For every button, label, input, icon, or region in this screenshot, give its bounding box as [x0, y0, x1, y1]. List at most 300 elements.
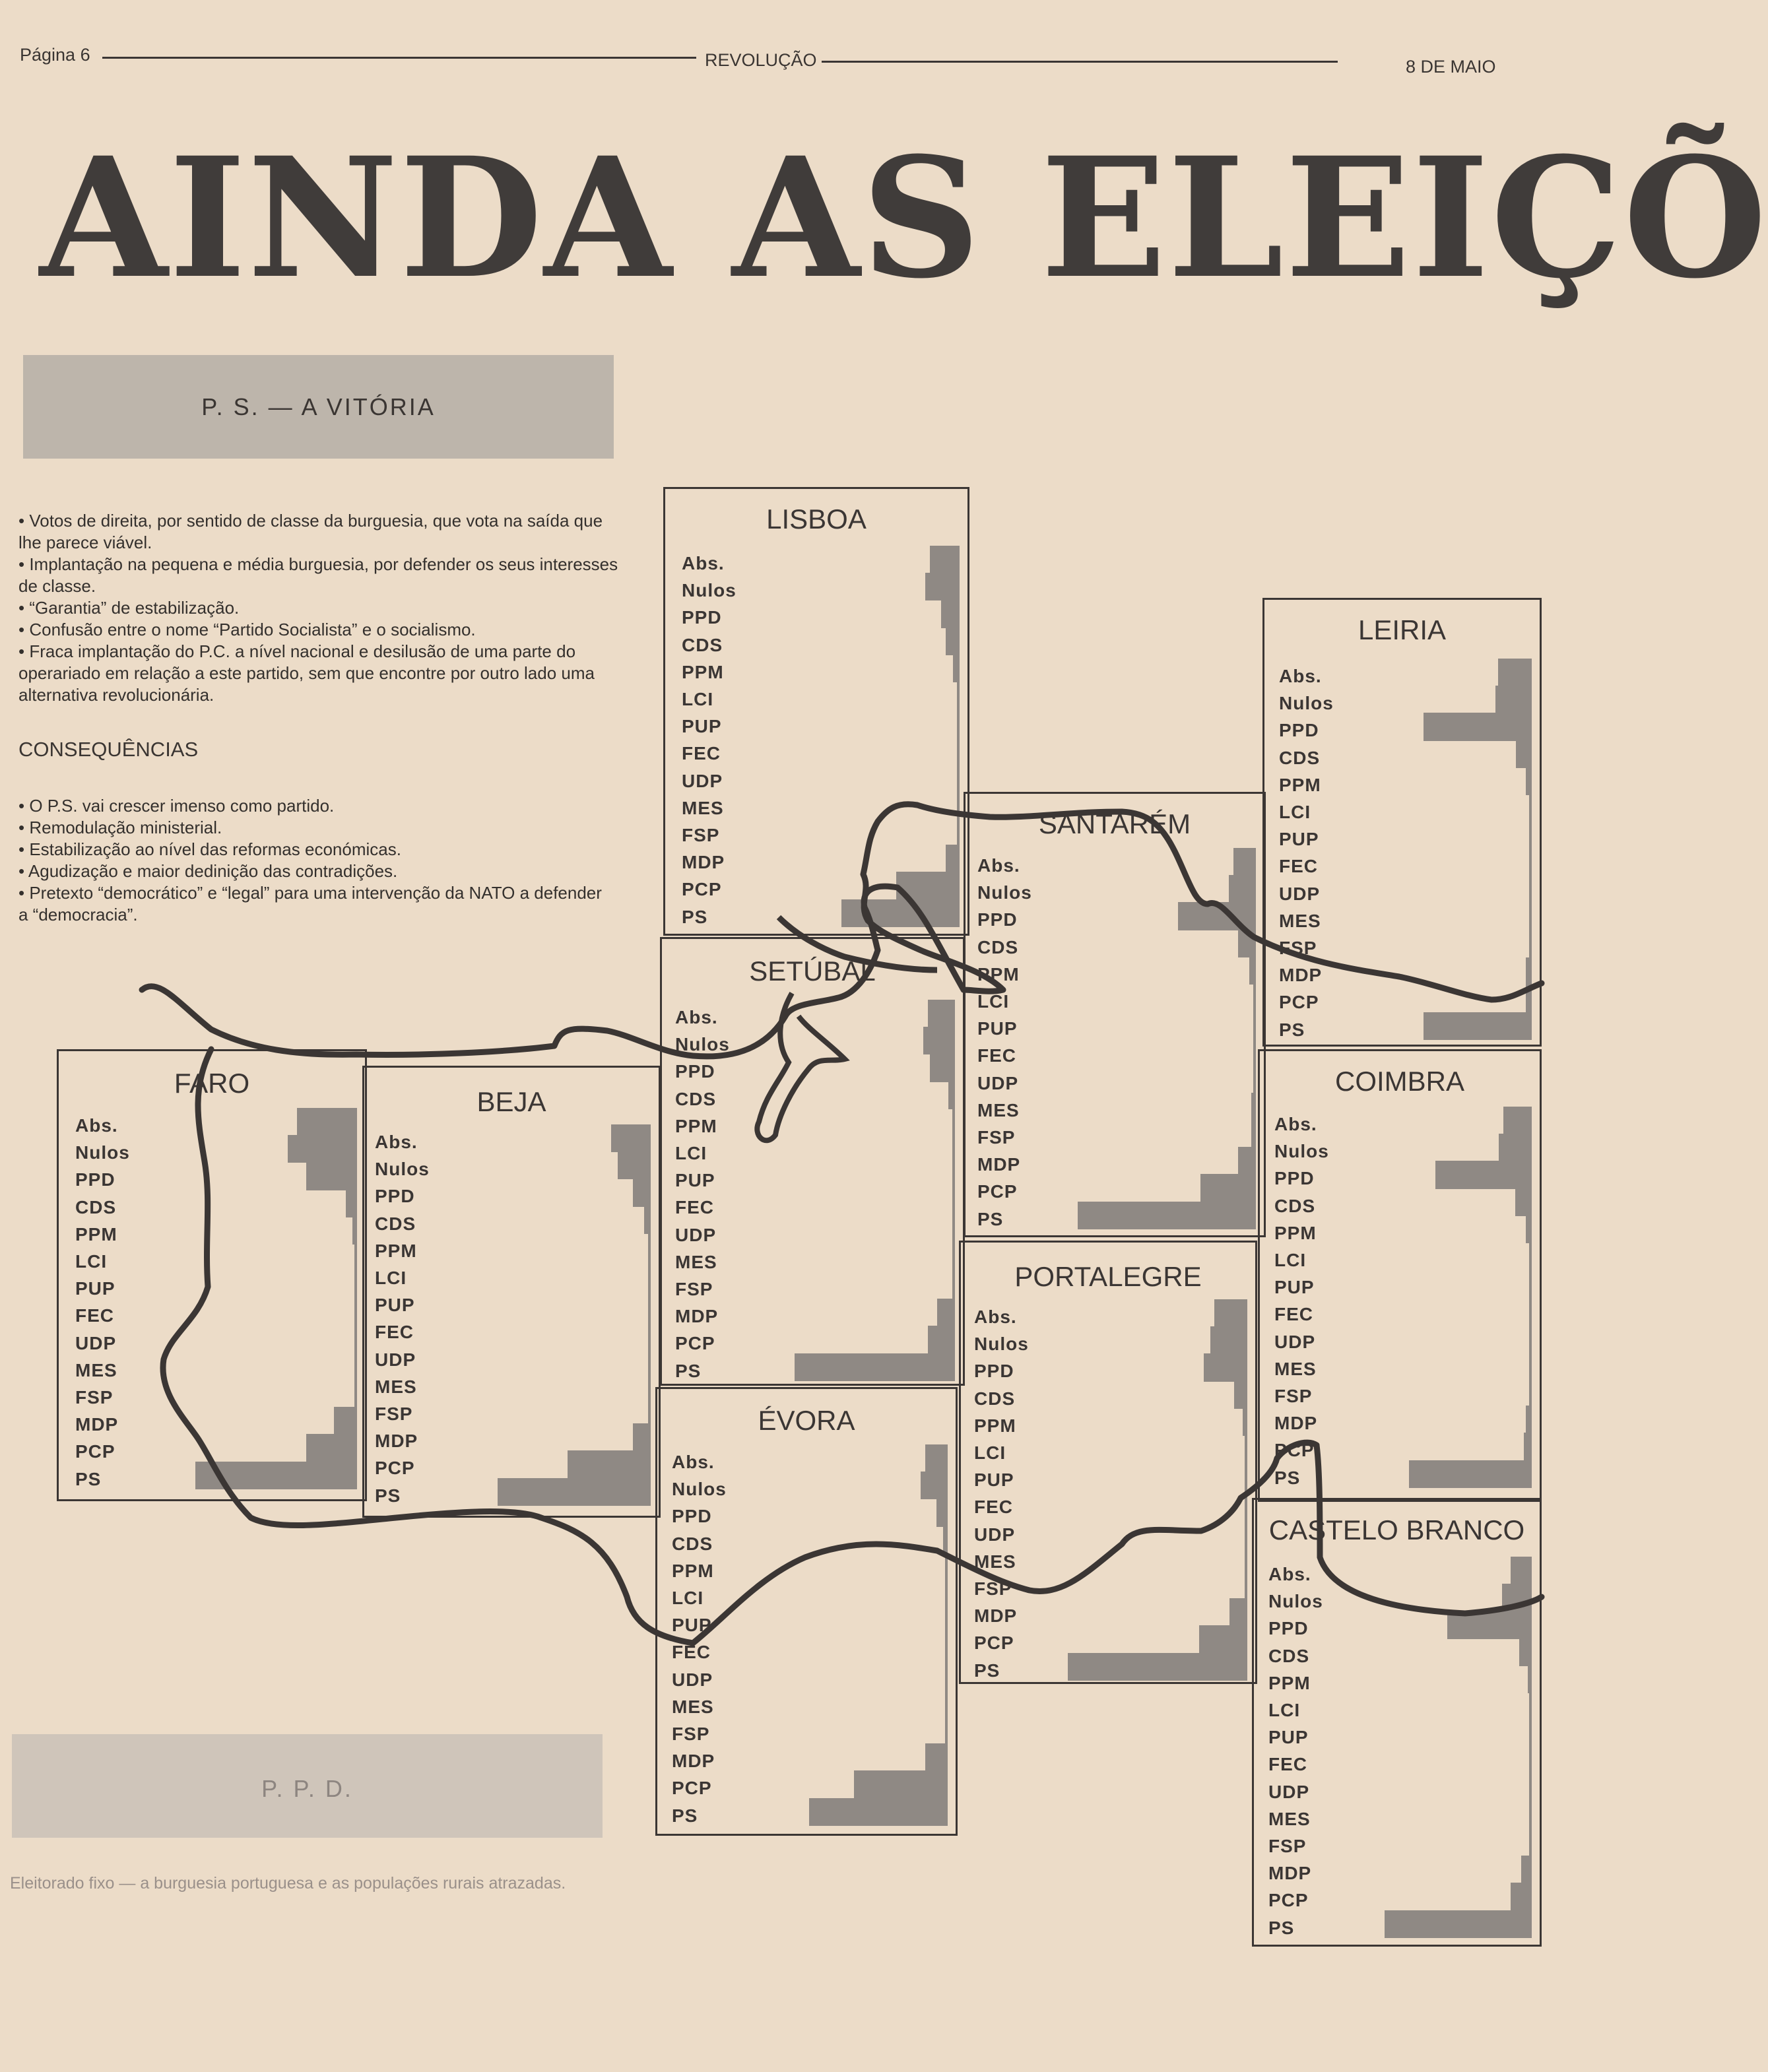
vote-bar	[1529, 876, 1532, 904]
party-label: Nulos	[977, 882, 1032, 903]
ppd-bullet-text: Eleitorado fixo — a burguesia portuguesa e as populações rurais atrazadas.	[10, 1874, 566, 1893]
party-label: FSP	[675, 1279, 713, 1300]
vote-bar	[354, 1271, 357, 1299]
party-label: PUP	[1279, 829, 1319, 850]
party-label: FSP	[682, 825, 720, 846]
vote-bar	[795, 1353, 955, 1381]
party-list	[672, 1448, 727, 1829]
vote-bar	[1529, 1351, 1532, 1379]
party-label: MDP	[675, 1306, 719, 1327]
party-label: LCI	[375, 1268, 407, 1289]
party-label: MDP	[977, 1154, 1021, 1175]
party-label: PPD	[672, 1506, 712, 1527]
party-label: PCP	[974, 1633, 1014, 1654]
vote-bar	[1526, 767, 1532, 795]
district-panel	[964, 792, 1266, 1237]
vote-bar	[1529, 1720, 1532, 1747]
party-label: CDS	[682, 634, 723, 655]
vote-bar	[952, 1272, 955, 1299]
vote-bar	[1068, 1653, 1247, 1681]
vote-bar	[1238, 930, 1256, 957]
masthead-rule-left	[102, 57, 696, 59]
party-label: PUP	[675, 1170, 715, 1191]
party-label: FEC	[675, 1197, 714, 1218]
district-name: SANTARÉM	[1038, 808, 1191, 839]
vote-bar	[1529, 1378, 1532, 1406]
vote-bar	[923, 1027, 955, 1054]
vote-bar	[945, 1580, 948, 1608]
vote-bar	[334, 1407, 357, 1435]
party-label: CDS	[672, 1533, 713, 1554]
vote-bar	[354, 1380, 357, 1408]
vote-bar	[952, 1109, 955, 1136]
vote-bar	[945, 1716, 948, 1744]
vote-bar	[1210, 1326, 1247, 1354]
party-label: Nulos	[1268, 1591, 1323, 1612]
party-label: PUP	[1274, 1277, 1315, 1298]
vote-bar	[1253, 1011, 1256, 1039]
party-label: MDP	[1268, 1863, 1312, 1884]
vote-bar	[1245, 1544, 1247, 1572]
party-label: PCP	[375, 1458, 415, 1479]
party-label: PCP	[75, 1441, 115, 1462]
vote-bar	[1529, 822, 1532, 849]
vote-bar	[1516, 740, 1532, 768]
vote-bar	[1178, 902, 1256, 930]
ps-section-title: P. S. — A VITÓRIA	[201, 393, 436, 420]
vote-bar	[946, 628, 960, 655]
vote-bar	[928, 1326, 955, 1353]
party-label: Nulos	[682, 580, 737, 601]
party-label: Abs.	[974, 1307, 1017, 1327]
party-label: PUP	[75, 1278, 115, 1299]
party-label: MES	[1274, 1358, 1317, 1379]
party-label: Nulos	[672, 1479, 727, 1500]
party-label: FEC	[977, 1045, 1016, 1066]
party-label: PS	[977, 1208, 1004, 1229]
party-label: FSP	[977, 1127, 1016, 1148]
party-label: FEC	[682, 743, 721, 764]
party-label: MDP	[672, 1751, 715, 1772]
vote-bar	[1245, 1517, 1247, 1545]
party-label: LCI	[75, 1251, 108, 1272]
vote-bar	[957, 682, 960, 709]
party-label: Abs.	[977, 855, 1020, 876]
vote-bar	[945, 1607, 948, 1635]
vote-bar	[1526, 1215, 1532, 1243]
party-label: PPM	[974, 1415, 1016, 1436]
vote-bar	[1529, 1297, 1532, 1324]
party-list	[75, 1112, 130, 1493]
vote-bar	[957, 818, 960, 845]
ppd-bullet	[10, 1873, 584, 1894]
vote-bar	[1529, 1324, 1532, 1352]
district-name: FARO	[174, 1068, 250, 1099]
vote-bar	[648, 1260, 651, 1288]
party-label: Nulos	[974, 1334, 1029, 1355]
district-name: ÉVORA	[758, 1405, 855, 1436]
vote-bar	[1529, 1801, 1532, 1829]
vote-bar	[306, 1434, 357, 1462]
party-label: PCP	[672, 1778, 712, 1799]
vote-bar	[648, 1314, 651, 1342]
vote-bar	[633, 1179, 651, 1206]
party-label: PPD	[375, 1186, 415, 1207]
party-label: PS	[1274, 1467, 1301, 1488]
party-label: PPD	[977, 909, 1018, 930]
district-panel	[663, 487, 969, 936]
party-label: CDS	[75, 1196, 117, 1217]
vote-bar	[957, 709, 960, 736]
ppd-section-title: P. P. D.	[261, 1775, 353, 1802]
party-label: LCI	[1268, 1700, 1301, 1721]
vote-bar	[1409, 1460, 1532, 1488]
vote-bar	[644, 1206, 651, 1234]
party-label: PPM	[682, 661, 724, 682]
party-label: PPM	[672, 1560, 714, 1581]
vote-bar	[346, 1190, 358, 1217]
vote-bar	[618, 1151, 651, 1179]
vote-bar	[941, 600, 960, 628]
party-label: MES	[977, 1099, 1020, 1120]
party-label: PCP	[675, 1333, 715, 1354]
vote-bar	[1424, 1012, 1532, 1040]
party-label: PS	[1279, 1019, 1305, 1040]
party-label: UDP	[1274, 1331, 1316, 1352]
party-label: UDP	[675, 1224, 717, 1245]
vote-bar	[1521, 1856, 1532, 1883]
vote-bar	[952, 1190, 955, 1217]
vote-bar	[1499, 1134, 1532, 1161]
party-list	[375, 1128, 430, 1509]
vote-bar	[1078, 1202, 1256, 1229]
party-label: CDS	[977, 936, 1019, 957]
party-label: PPM	[75, 1223, 117, 1245]
party-label: Abs.	[1268, 1564, 1311, 1584]
party-label: FSP	[1268, 1836, 1307, 1857]
vote-bar	[306, 1162, 357, 1190]
vote-bar	[1528, 1666, 1532, 1693]
party-label: UDP	[375, 1349, 416, 1370]
consequence-item: • Pretexto “democrático” e “legal” para uma intervenção da NATO a defender a “democracia”.	[18, 882, 616, 926]
masthead-rule-right	[822, 61, 1338, 63]
party-label: PPD	[1279, 720, 1319, 741]
vote-bar	[930, 546, 960, 573]
party-label: Abs.	[682, 553, 725, 573]
vote-bar	[354, 1298, 357, 1326]
vote-bar	[1233, 848, 1256, 876]
vote-bar	[1229, 875, 1256, 903]
vote-bar	[1511, 1883, 1532, 1910]
party-label: LCI	[974, 1442, 1006, 1464]
party-label: MES	[974, 1551, 1016, 1572]
vote-bar	[953, 655, 960, 682]
district-name: LISBOA	[766, 503, 867, 534]
party-list	[974, 1303, 1029, 1684]
vote-bar	[952, 1217, 955, 1245]
vote-bar	[1529, 1270, 1532, 1297]
consequences-list	[18, 795, 616, 926]
party-label: Nulos	[1274, 1141, 1329, 1162]
party-label: FSP	[75, 1387, 114, 1408]
party-label: Abs.	[1279, 666, 1322, 686]
party-list	[1279, 663, 1334, 1043]
vote-bar	[945, 1635, 948, 1662]
ps-bullet: • Votos de direita, por sentido de classe da burguesia, que vota na saída que lhe parece viável.	[18, 510, 619, 554]
vote-bar	[648, 1342, 651, 1370]
issue-date: 8 DE MAIO	[1406, 57, 1496, 77]
vote-bar	[1498, 659, 1532, 686]
party-label: PS	[75, 1468, 102, 1489]
district-name: LEIRIA	[1358, 614, 1447, 645]
party-label: PUP	[672, 1615, 712, 1636]
vote-bar	[352, 1217, 357, 1245]
vote-bar	[1245, 1462, 1247, 1490]
district-panel	[1262, 598, 1542, 1047]
vote-bar	[1424, 713, 1532, 740]
party-label: LCI	[682, 689, 714, 710]
ps-bullet: • Fraca implantação do P.C. a nível nacional e desilusão de uma parte do operariado em relação a este partido, sem que encontre por outro lado uma alternativa revolucionária.	[18, 641, 619, 706]
district-name: SETÚBAL	[749, 955, 876, 987]
party-label: Nulos	[675, 1034, 730, 1055]
party-label: PS	[682, 906, 708, 927]
party-label: MDP	[1279, 965, 1323, 986]
vote-bar	[1253, 984, 1256, 1012]
party-label: PPD	[682, 607, 722, 628]
party-label: PUP	[974, 1470, 1014, 1491]
district-name: PORTALEGRE	[1014, 1261, 1202, 1292]
party-label: PPM	[375, 1240, 417, 1261]
vote-bar	[1529, 930, 1532, 958]
vote-bar	[1251, 1093, 1256, 1120]
vote-bar	[1238, 1147, 1256, 1175]
district-panel	[1258, 1049, 1542, 1502]
party-list	[682, 550, 737, 930]
district-panel	[655, 1387, 958, 1836]
party-label: PPD	[75, 1169, 115, 1190]
party-label: UDP	[672, 1669, 713, 1690]
vote-bar	[1529, 1747, 1532, 1774]
party-label: PCP	[1274, 1440, 1315, 1461]
consequence-item: • O P.S. vai crescer imenso como partido.	[18, 795, 616, 817]
vote-bar	[928, 1000, 955, 1027]
party-label: LCI	[1274, 1250, 1307, 1271]
party-label: MES	[1279, 910, 1321, 931]
party-label: MDP	[1274, 1413, 1318, 1434]
party-label: PS	[675, 1360, 702, 1381]
party-list	[977, 852, 1032, 1233]
party-label: MDP	[75, 1414, 119, 1435]
vote-bar	[1529, 1693, 1532, 1720]
ppd-banner	[12, 1734, 603, 1838]
vote-bar	[648, 1369, 651, 1397]
district-panel	[57, 1049, 367, 1501]
party-label: FEC	[75, 1305, 114, 1326]
party-label: PPM	[977, 963, 1020, 985]
party-label: PCP	[1279, 992, 1319, 1013]
party-label: MES	[675, 1251, 717, 1272]
consequences-heading: CONSEQUÊNCIAS	[18, 738, 199, 761]
vote-bar	[288, 1135, 357, 1163]
party-label: FSP	[375, 1404, 413, 1425]
vote-bar	[841, 899, 960, 927]
vote-bar	[1503, 1107, 1532, 1134]
vote-bar	[1526, 1406, 1532, 1433]
vote-bar	[633, 1423, 651, 1451]
vote-bar	[1214, 1299, 1247, 1327]
party-label: PPD	[675, 1061, 715, 1082]
vote-bar	[1199, 1625, 1247, 1653]
party-label: MES	[75, 1359, 117, 1380]
party-label: LCI	[977, 991, 1010, 1012]
party-list	[675, 1004, 730, 1384]
party-label: LCI	[675, 1143, 707, 1164]
district-panel	[660, 937, 965, 1386]
vote-bar	[611, 1124, 651, 1152]
vote-bar	[1529, 1243, 1532, 1270]
vote-bar	[297, 1108, 357, 1136]
vote-bar	[952, 1136, 955, 1163]
vote-bar	[943, 1526, 948, 1554]
vote-bar	[648, 1396, 651, 1424]
vote-bar	[1245, 1435, 1247, 1463]
party-label: MDP	[682, 852, 725, 873]
vote-bar	[936, 1499, 948, 1526]
vote-bar	[1243, 1408, 1247, 1436]
district-name: BEJA	[476, 1086, 546, 1117]
vote-bar	[1253, 1066, 1256, 1093]
vote-bar	[1204, 1353, 1247, 1381]
party-label: UDP	[1268, 1781, 1310, 1802]
district-panel	[1252, 1498, 1542, 1947]
vote-bar	[952, 1163, 955, 1190]
party-label: Abs.	[75, 1115, 118, 1136]
vote-bar	[354, 1326, 357, 1353]
vote-bar	[354, 1353, 357, 1380]
party-label: CDS	[1268, 1645, 1310, 1666]
party-label: FSP	[1274, 1386, 1313, 1407]
vote-bar	[945, 1553, 948, 1581]
party-label: MES	[1268, 1808, 1311, 1829]
party-label: MES	[375, 1376, 417, 1397]
party-label: MDP	[974, 1605, 1018, 1627]
vote-bar	[945, 1662, 948, 1690]
party-label: MDP	[375, 1431, 418, 1452]
vote-bar	[1515, 1188, 1532, 1216]
party-label: Abs.	[672, 1452, 715, 1472]
headline: AINDA AS ELEIÇÕ	[40, 121, 1768, 315]
consequence-item: • Agudização e maior dedinição das contradições.	[18, 860, 616, 882]
party-label: MES	[682, 797, 724, 818]
party-list	[1274, 1111, 1329, 1491]
vote-bar	[1526, 957, 1532, 985]
party-label: PUP	[1268, 1727, 1309, 1748]
party-label: PPM	[1268, 1672, 1311, 1693]
vote-bar	[1524, 1433, 1532, 1460]
party-label: Abs.	[375, 1132, 418, 1152]
page-number: Página 6	[20, 45, 90, 65]
vote-bar	[568, 1450, 651, 1478]
vote-bar	[1526, 985, 1532, 1012]
party-label: FSP	[672, 1724, 710, 1745]
party-label: PPM	[1279, 774, 1321, 795]
vote-bar	[1229, 1598, 1247, 1626]
party-label: PS	[974, 1660, 1000, 1681]
party-label: PCP	[977, 1181, 1018, 1202]
vote-bar	[1529, 1774, 1532, 1802]
vote-bar	[957, 791, 960, 818]
vote-bar	[854, 1770, 948, 1798]
party-label: CDS	[675, 1088, 717, 1109]
party-label: FEC	[375, 1322, 414, 1343]
party-label: PS	[375, 1485, 401, 1506]
vote-bar	[946, 845, 960, 872]
ps-bullet: • Implantação na pequena e média burguesia, por defender os seus interesses de classe.	[18, 554, 619, 597]
vote-bar	[1529, 849, 1532, 876]
vote-bar	[957, 763, 960, 791]
party-label: FEC	[974, 1497, 1013, 1518]
party-label: PPD	[1268, 1618, 1309, 1639]
vote-bar	[648, 1233, 651, 1261]
vote-bar	[1385, 1910, 1532, 1938]
party-label: FEC	[672, 1642, 711, 1663]
party-label: UDP	[682, 770, 723, 791]
party-label: FSP	[974, 1578, 1012, 1600]
party-label: CDS	[1274, 1195, 1316, 1216]
party-label: LCI	[672, 1588, 704, 1609]
newspaper-name: REVOLUÇÃO	[705, 50, 817, 70]
party-label: FSP	[1279, 938, 1317, 959]
party-label: LCI	[1279, 802, 1311, 823]
party-label: PCP	[1268, 1890, 1309, 1911]
party-label: PS	[672, 1805, 698, 1826]
vote-bar	[498, 1478, 651, 1506]
vote-bar	[1251, 1120, 1256, 1148]
district-panel	[362, 1066, 661, 1518]
party-label: Nulos	[375, 1159, 430, 1180]
vote-bar	[925, 1743, 948, 1771]
party-label: FEC	[1274, 1304, 1313, 1325]
vote-bar	[354, 1244, 357, 1272]
vote-bar	[937, 1299, 955, 1326]
vote-bar	[1495, 686, 1532, 713]
party-label: PUP	[682, 716, 722, 737]
party-label: Abs.	[675, 1007, 718, 1027]
party-label: CDS	[1279, 747, 1321, 768]
vote-bar	[1511, 1557, 1532, 1584]
vote-bar	[930, 1054, 955, 1082]
vote-bar	[1529, 1829, 1532, 1856]
party-label: FEC	[1279, 856, 1318, 877]
vote-bar	[948, 1082, 955, 1109]
vote-bar	[1234, 1381, 1247, 1409]
party-label: PPM	[1274, 1222, 1317, 1243]
ps-bullets	[18, 510, 619, 706]
vote-bar	[952, 1245, 955, 1272]
vote-bar	[1200, 1174, 1257, 1202]
consequence-item: • Remodulação ministerial.	[18, 817, 616, 839]
vote-bar	[945, 1689, 948, 1717]
party-label: UDP	[75, 1332, 117, 1353]
ps-bullet: • Confusão entre o nome “Partido Socialista” e o socialismo.	[18, 619, 619, 641]
district-name: CASTELO BRANCO	[1268, 1514, 1525, 1545]
vote-bar	[925, 573, 960, 600]
vote-bar	[1245, 1489, 1247, 1517]
consequence-item: • Estabilização ao nível das reformas económicas.	[18, 839, 616, 860]
ps-bullet: • “Garantia” de estabilização.	[18, 597, 619, 619]
party-label: PUP	[375, 1295, 415, 1316]
party-label: PPD	[974, 1361, 1014, 1382]
